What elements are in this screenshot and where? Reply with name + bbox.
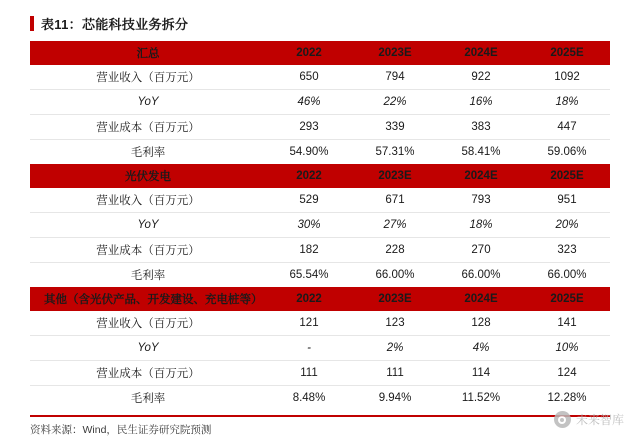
table-row: [30, 361, 610, 386]
section-header-row: [30, 287, 610, 311]
table-row: [30, 238, 610, 263]
cell-value: 1092: [524, 65, 610, 90]
cell-value: 270: [438, 238, 524, 263]
cell-value: 46%: [266, 90, 352, 115]
cell-value: 922: [438, 65, 524, 90]
section-name: 其他（含光伏产品、开发建设、充电桩等）: [30, 287, 266, 311]
table-title-row: [30, 14, 610, 33]
cell-value: 671: [352, 188, 438, 213]
cell-value: 2%: [352, 336, 438, 361]
table-row: [30, 213, 610, 238]
column-header: 2024E: [438, 41, 524, 65]
cell-value: 66.00%: [547, 269, 587, 281]
cell-value: 9.94%: [378, 392, 412, 404]
cell-value: 383: [438, 115, 524, 140]
cell-value: 16%: [438, 90, 524, 115]
table-row: [30, 386, 610, 411]
page-title: 表11：芯能科技业务拆分: [41, 17, 189, 32]
cell-value: 27%: [352, 213, 438, 238]
cell-value: 58.41%: [461, 146, 501, 158]
cell-value: 66.00%: [461, 269, 501, 281]
table-row: [30, 140, 610, 165]
cell-value: 30%: [266, 213, 352, 238]
section-name: 光伏发电: [30, 164, 266, 188]
column-header: 2024E: [438, 164, 524, 188]
cell-value: 22%: [352, 90, 438, 115]
row-label: YoY: [30, 336, 266, 361]
row-label: 营业成本（百万元）: [30, 115, 266, 140]
cell-value: 4%: [438, 336, 524, 361]
cell-value: 123: [352, 311, 438, 336]
cell-value: 20%: [524, 213, 610, 238]
watermark-logo-icon: [554, 411, 571, 428]
column-header: 2025E: [524, 287, 610, 311]
table-body: [30, 41, 610, 410]
row-label: 营业成本（百万元）: [30, 361, 266, 386]
table-row: [30, 263, 610, 288]
cell-value: 121: [266, 311, 352, 336]
watermark-label: 未来智库: [575, 413, 624, 427]
cell-value: 951: [524, 188, 610, 213]
cell-value: 793: [438, 188, 524, 213]
cell-value: 447: [524, 115, 610, 140]
cell-value: 8.48%: [292, 392, 326, 404]
source-note: 资料来源：Wind，民生证券研究院预测: [30, 424, 212, 436]
table-row: [30, 115, 610, 140]
table-row: [30, 336, 610, 361]
cell-value: 323: [524, 238, 610, 263]
cell-value: 114: [438, 361, 524, 386]
cell-value: -: [266, 336, 352, 361]
row-label: 营业成本（百万元）: [30, 238, 266, 263]
page-left-margin: [0, 0, 22, 438]
row-label: YoY: [30, 90, 266, 115]
column-header: 2023E: [352, 41, 438, 65]
column-header: 2022: [266, 287, 352, 311]
cell-value: 12.28%: [547, 392, 587, 404]
cell-value: 794: [352, 65, 438, 90]
cell-value: 65.54%: [289, 269, 329, 281]
table-bottom-rule: [30, 415, 610, 417]
cell-value: 18%: [524, 90, 610, 115]
cell-value: 228: [352, 238, 438, 263]
column-header: 2025E: [524, 41, 610, 65]
cell-value: 57.31%: [375, 146, 415, 158]
watermark: [554, 411, 624, 428]
row-label: 毛利率: [130, 270, 166, 282]
table-row: [30, 65, 610, 90]
row-label: 毛利率: [130, 147, 166, 159]
cell-value: 650: [266, 65, 352, 90]
cell-value: 128: [438, 311, 524, 336]
cell-value: 182: [266, 238, 352, 263]
cell-value: 124: [524, 361, 610, 386]
cell-value: 59.06%: [547, 146, 587, 158]
cell-value: 66.00%: [375, 269, 415, 281]
cell-value: 293: [266, 115, 352, 140]
column-header: 2025E: [524, 164, 610, 188]
row-label: 营业收入（百万元）: [30, 65, 266, 90]
cell-value: 11.52%: [461, 392, 501, 404]
cell-value: 18%: [438, 213, 524, 238]
column-header: 2024E: [438, 287, 524, 311]
cell-value: 529: [266, 188, 352, 213]
column-header: 2023E: [352, 287, 438, 311]
row-label: 毛利率: [130, 393, 166, 405]
cell-value: 54.90%: [289, 146, 329, 158]
section-name: 汇总: [30, 41, 266, 65]
cell-value: 111: [266, 361, 352, 386]
cell-value: 10%: [524, 336, 610, 361]
table-block: [30, 14, 610, 437]
section-header-row: [30, 41, 610, 65]
column-header: 2022: [266, 164, 352, 188]
section-header-row: [30, 164, 610, 188]
row-label: 营业收入（百万元）: [30, 311, 266, 336]
column-header: 2022: [266, 41, 352, 65]
table-row: [30, 311, 610, 336]
title-accent-bar: [30, 16, 34, 31]
row-label: YoY: [30, 213, 266, 238]
cell-value: 339: [352, 115, 438, 140]
table-row: [30, 188, 610, 213]
table-row: [30, 90, 610, 115]
business-breakdown-table: [30, 41, 610, 410]
cell-value: 141: [524, 311, 610, 336]
row-label: 营业收入（百万元）: [30, 188, 266, 213]
column-header: 2023E: [352, 164, 438, 188]
cell-value: 111: [352, 361, 438, 386]
